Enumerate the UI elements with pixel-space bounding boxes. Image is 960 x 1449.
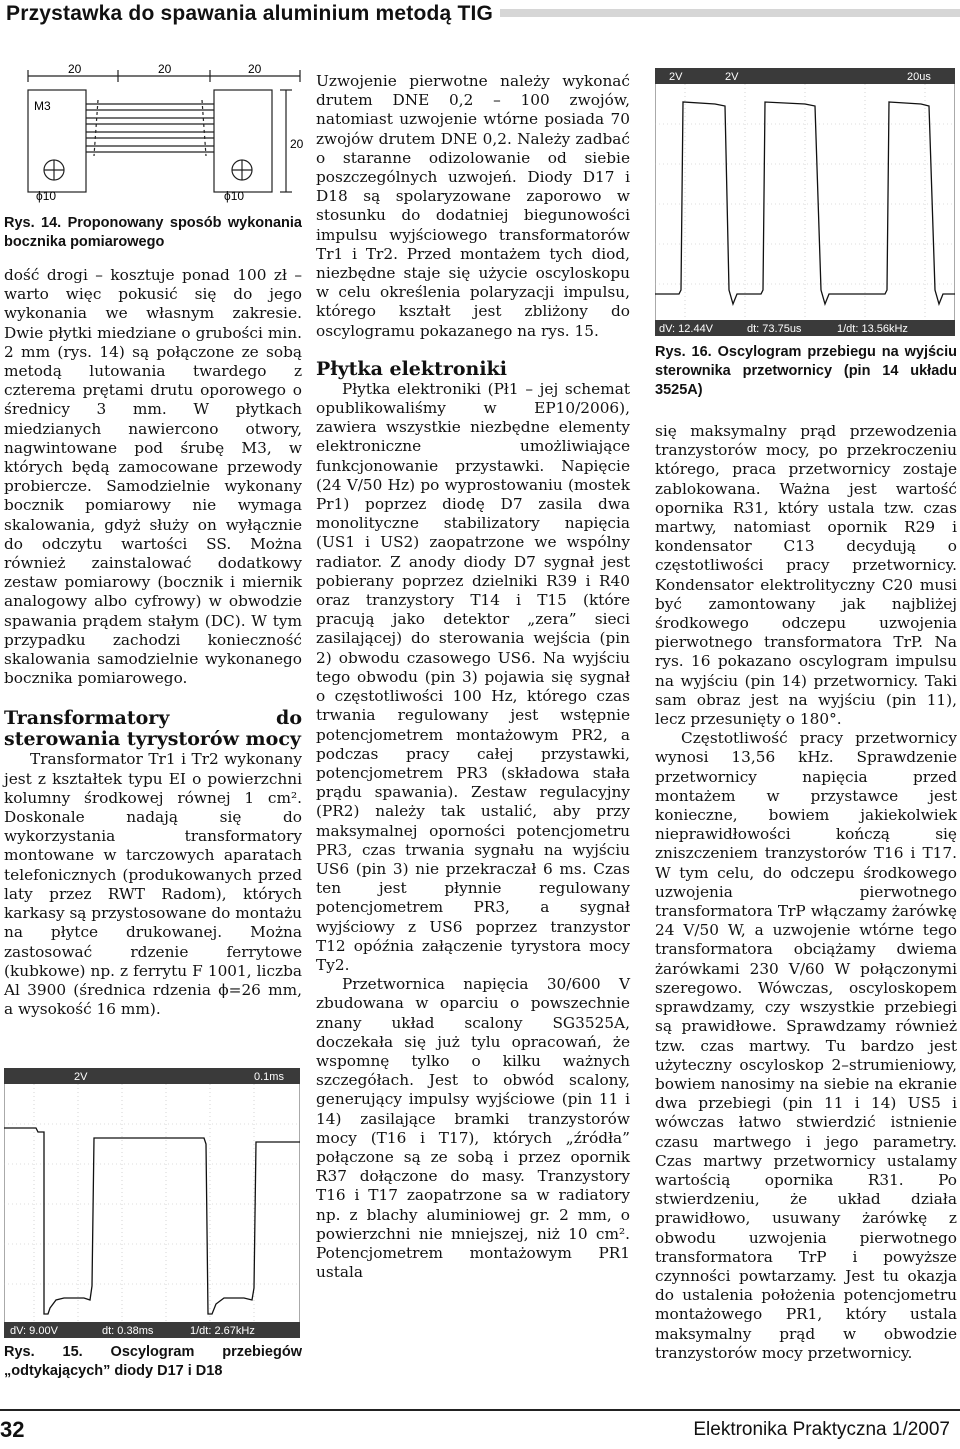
hole-label-2: ϕ10 bbox=[224, 189, 245, 203]
col3-paragraph-2: Częstotliwość pracy przetwornicy wynosi 13,56 kHz. Sprawdzenie przetwornicy napięcia przed montażem w przystawce jest konieczne, bowiem jakiekolwiek nieprawidłowości kończą się zniszczeniem tranzystorów T16 i T17. W tym celu, do odczepu środkowego uzwojenia pierwotnego transformatora TrP włączamy żarówkę 24 V/50 W, a uzwojenie wtórne tego transformatora obciążamy dwiema żarówkami 230 V/60 W połączonymi szeregowo. Wówczas, oscyloskopem sprawdzamy, czy wszystkie przebiegi są prawidłowe. Sprawdzamy również tzw. czas martwy. Tu bardzo jest użyteczny oscyloskop 2–strumieniowy, bowiem nanosimy na siebie na ekranie dwa przebiegi (pin 11 i 14) US5 i wówczas łatwo stwierdzić istnienie czasu martwego i jego parametry. Czas martwy przetwornicy ustalamy wartością opornika R31. Po stwierdzeniu, że układ działa prawidłowo, usuwany żarówkę z obwodu uzwojenia pierwotnego transformatora TrP i powyższe czynności powtarzamy. Jest tu okazja do ustalenia położenia potencjometru montażowego PR1, który ustala maksymalny prąd w obwodzie tranzystorów mocy przetwornicy. bbox=[655, 729, 957, 1362]
shunt-drawing bbox=[18, 62, 318, 208]
oscillogram-fig15 bbox=[4, 1068, 300, 1338]
fig16-time-scale: 20us bbox=[907, 71, 931, 83]
dim-top-2: 20 bbox=[158, 62, 172, 76]
page-title: Przystawka do spawania aluminium metodą TIG bbox=[6, 2, 494, 25]
heading-transformers: Transformatory do sterowania tyrystorów mocy bbox=[4, 707, 302, 751]
fig15-caption: Rys. 15. Oscylogram przebiegów „odtykających” diody D17 i D18 bbox=[4, 1344, 302, 1379]
col3-paragraph-1: się maksymalny prąd przewodzenia tranzystorów mocy, po przekroczeniu którego, praca przetwornicy zostaje zablokowana. Ważna jest wartość opornika R31, który ustala tzw. czas martwy, natomiast opornik R29 i kondensator C13 decydują o częstotliwości pracy przetwornicy. Kondensator elektrolityczny C20 musi być zamontowany jak najbliżej środkowego odczepu uzwojenia pierwotnego transformatora TrP. Na rys. 16 pokazano oscylogram impulsu na wyjściu (pin 14) przetwornicy. Taki sam obraz jest na wyjściu (pin 11), lecz przesunięty o 180°. bbox=[655, 422, 957, 729]
heading-board: Płytka elektroniki bbox=[316, 357, 507, 380]
magazine-issue: Elektronika Praktyczna 1/2007 bbox=[693, 1419, 950, 1440]
dim-top-1: 20 bbox=[68, 62, 82, 76]
page-header bbox=[0, 0, 960, 30]
col2-paragraph-2: Płytka elektroniki (Pł1 – jej schemat opublikowaliśmy w EP10/2006), zawiera wszystkie niezbędne elementy elektroniczne umożliwiające funkcjonowanie przystawki. Napięcie (24 V/50 Hz) po wyprostowaniu (mostek Pr1) poprzez diodę D7 zasila dwa monolityczne stabilizatory napięcia (US1 i US2) zaopatrzone we wspólny radiator. Z anody diody D7 sygnał jest pobierany poprzez dzielniki R39 i R40 oraz tranzystory T14 i T15 (które pracują jako detektor „zera” sieci zasilającej) do sterowania wejścia (pin 2) obwodu czasowego US6. Na wyjściu tego obwodu (pin 3) pojawia się sygnał o częstotliwości 100 Hz, którego czas trwania regulowany jest wstępnie potencjometrem montażowym PR2, a podczas pracy całej przystawki, potencjometrem PR3 (składowa stała prądu spawania). Zestaw regulacyjny (PR2) należy tak ustalić, aby przy maksymalnej oporności potencjometru PR3, czas trwania sygnału na wyjściu US6 (pin 3) nie przekraczał 6 ms. Czas ten jest płynnie regulowany potencjometrem PR3, a sygnał wyjściowy z US6 poprzez tranzystor T12 opóźnia załączenie tyrystora mocy Ty2. bbox=[316, 379, 630, 974]
thread-label: M3 bbox=[34, 99, 51, 113]
fig15-dv: dV: 9.00V bbox=[10, 1325, 58, 1337]
dim-side: 20 bbox=[290, 137, 304, 151]
fig15-fdt: 1/dt: 2.67kHz bbox=[190, 1325, 255, 1337]
col1-paragraph-1: dość drogi – kosztuje ponad 100 zł – warto więc pokusić się do jego wykonania we własnym zakresie. Dwie płytki miedziane o grubości min. 2 mm (rys. 14) są połączone ze sobą metodą lutowania twardego z czterema prętami drutu oporowego o średnicy 3 mm. W płytkach miedzianych nawiercono otwory, nagwintowane pod śrubę M3, w których będą zamocowane przewody probiercze. Samodzielnie wykonany bocznik pomiarowy nie wymaga skalowania, gdyż służy on wyłącznie do odczytu wartości SS. Można również zainstalować dodatkowy zestaw pomiarowy (bocznik i miernik analogowy albo cyfrowy) w obwodzie spawania prądem stałym (DC). W tym przypadku zachodzi konieczność skalowania samodzielnie wykonanego bocznika pomiarowego. bbox=[4, 266, 302, 688]
fig16-caption: Rys. 16. Oscylogram przebiegu na wyjściu sterownika przetwornicy (pin 14 układu 3525A) bbox=[655, 344, 957, 398]
column-3 bbox=[655, 343, 957, 1363]
dim-top-3: 20 bbox=[248, 62, 262, 76]
fig15-time-scale: 0.1ms bbox=[254, 1071, 284, 1083]
header-bar bbox=[500, 9, 960, 17]
hole-label-1: ϕ10 bbox=[36, 189, 57, 203]
col2-paragraph-1: Uzwojenie pierwotne należy wykonać drutem DNE 0,2 – 100 zwojów, natomiast uzwojenie wtórne posiada 70 zwojów drutem DNE 0,2. Należy zadbać o staranne odizolowanie od siebie poszczególnych uzwojeń. Diody D17 i D18 są spolaryzowane zaporowo w stosunku do dodatniej biegunowości impulsu wyjściowego transformatorów Tr1 i Tr2. Przed montażem tych diod, niezbędne staje się użycie oscyloskopu w celu określenia polaryzacji impulsu, którego kształt jest zbliżony do oscylogramu pokazanego na rys. 15. bbox=[316, 72, 630, 340]
column-2 bbox=[316, 72, 630, 1282]
fig14-caption: Rys. 14. Proponowany sposób wykonania bocznika pomiarowego bbox=[4, 215, 302, 250]
fig15-ch-scale: 2V bbox=[74, 1071, 88, 1083]
fig16-fdt: 1/dt: 13.56kHz bbox=[837, 323, 908, 335]
oscillogram-fig16 bbox=[655, 68, 955, 336]
fig16-dv: dV: 12.44V bbox=[659, 323, 714, 335]
col1-paragraph-2: Transformator Tr1 i Tr2 wykonany jest z kształtek typu EI o powierzchni kolumny środkowej równej 1 cm². Doskonale nadają się do wykorzystania transformatory montowane w tarczowych aparatach telefonicznych (produkowanych przed laty przez RWT Radom), których karkasy są przystosowane do montażu na płytce drukowanej. Można zastosować rdzenie ferrytowe (kubkowe) np. z ferrytu F 1001, liczba Al 3900 (średnica rdzenia ϕ=26 mm, a wysokość 16 mm). bbox=[4, 750, 302, 1019]
col2-paragraph-3: Przetwornica napięcia 30/600 V zbudowana w oparciu o powszechnie znany układ scalony SG3525A, doczekała się już tylu opracowań, że wspomnę tylko o kilku ważnych szczegółach. Jest to obwód scalony, generujący impulsy wyjściowe (pin 11 i 14) zasilające bramki tranzystorów mocy (T16 i T17), których „źródła” połączone są ze sobą i przez opornik R37 dołączone do masy. Tranzystory T16 i T17 zaopatrzone sa w radiatory np. z blachy aluminiowej gr. 2 mm, o powierzchni nie mniejszej, niż 10 cm². Potencjometrem montażowym PR1 ustala bbox=[316, 975, 630, 1282]
column-1 bbox=[4, 214, 302, 1019]
fig16-dt: dt: 73.75us bbox=[747, 323, 802, 335]
page-number: 32 bbox=[0, 1417, 25, 1442]
fig15-caption-block bbox=[4, 1343, 302, 1381]
fig15-dt: dt: 0.38ms bbox=[102, 1325, 154, 1337]
fig16-ch1-scale: 2V bbox=[669, 71, 683, 83]
fig16-ch2-scale: 2V bbox=[725, 71, 739, 83]
footer-rule bbox=[0, 1409, 960, 1411]
